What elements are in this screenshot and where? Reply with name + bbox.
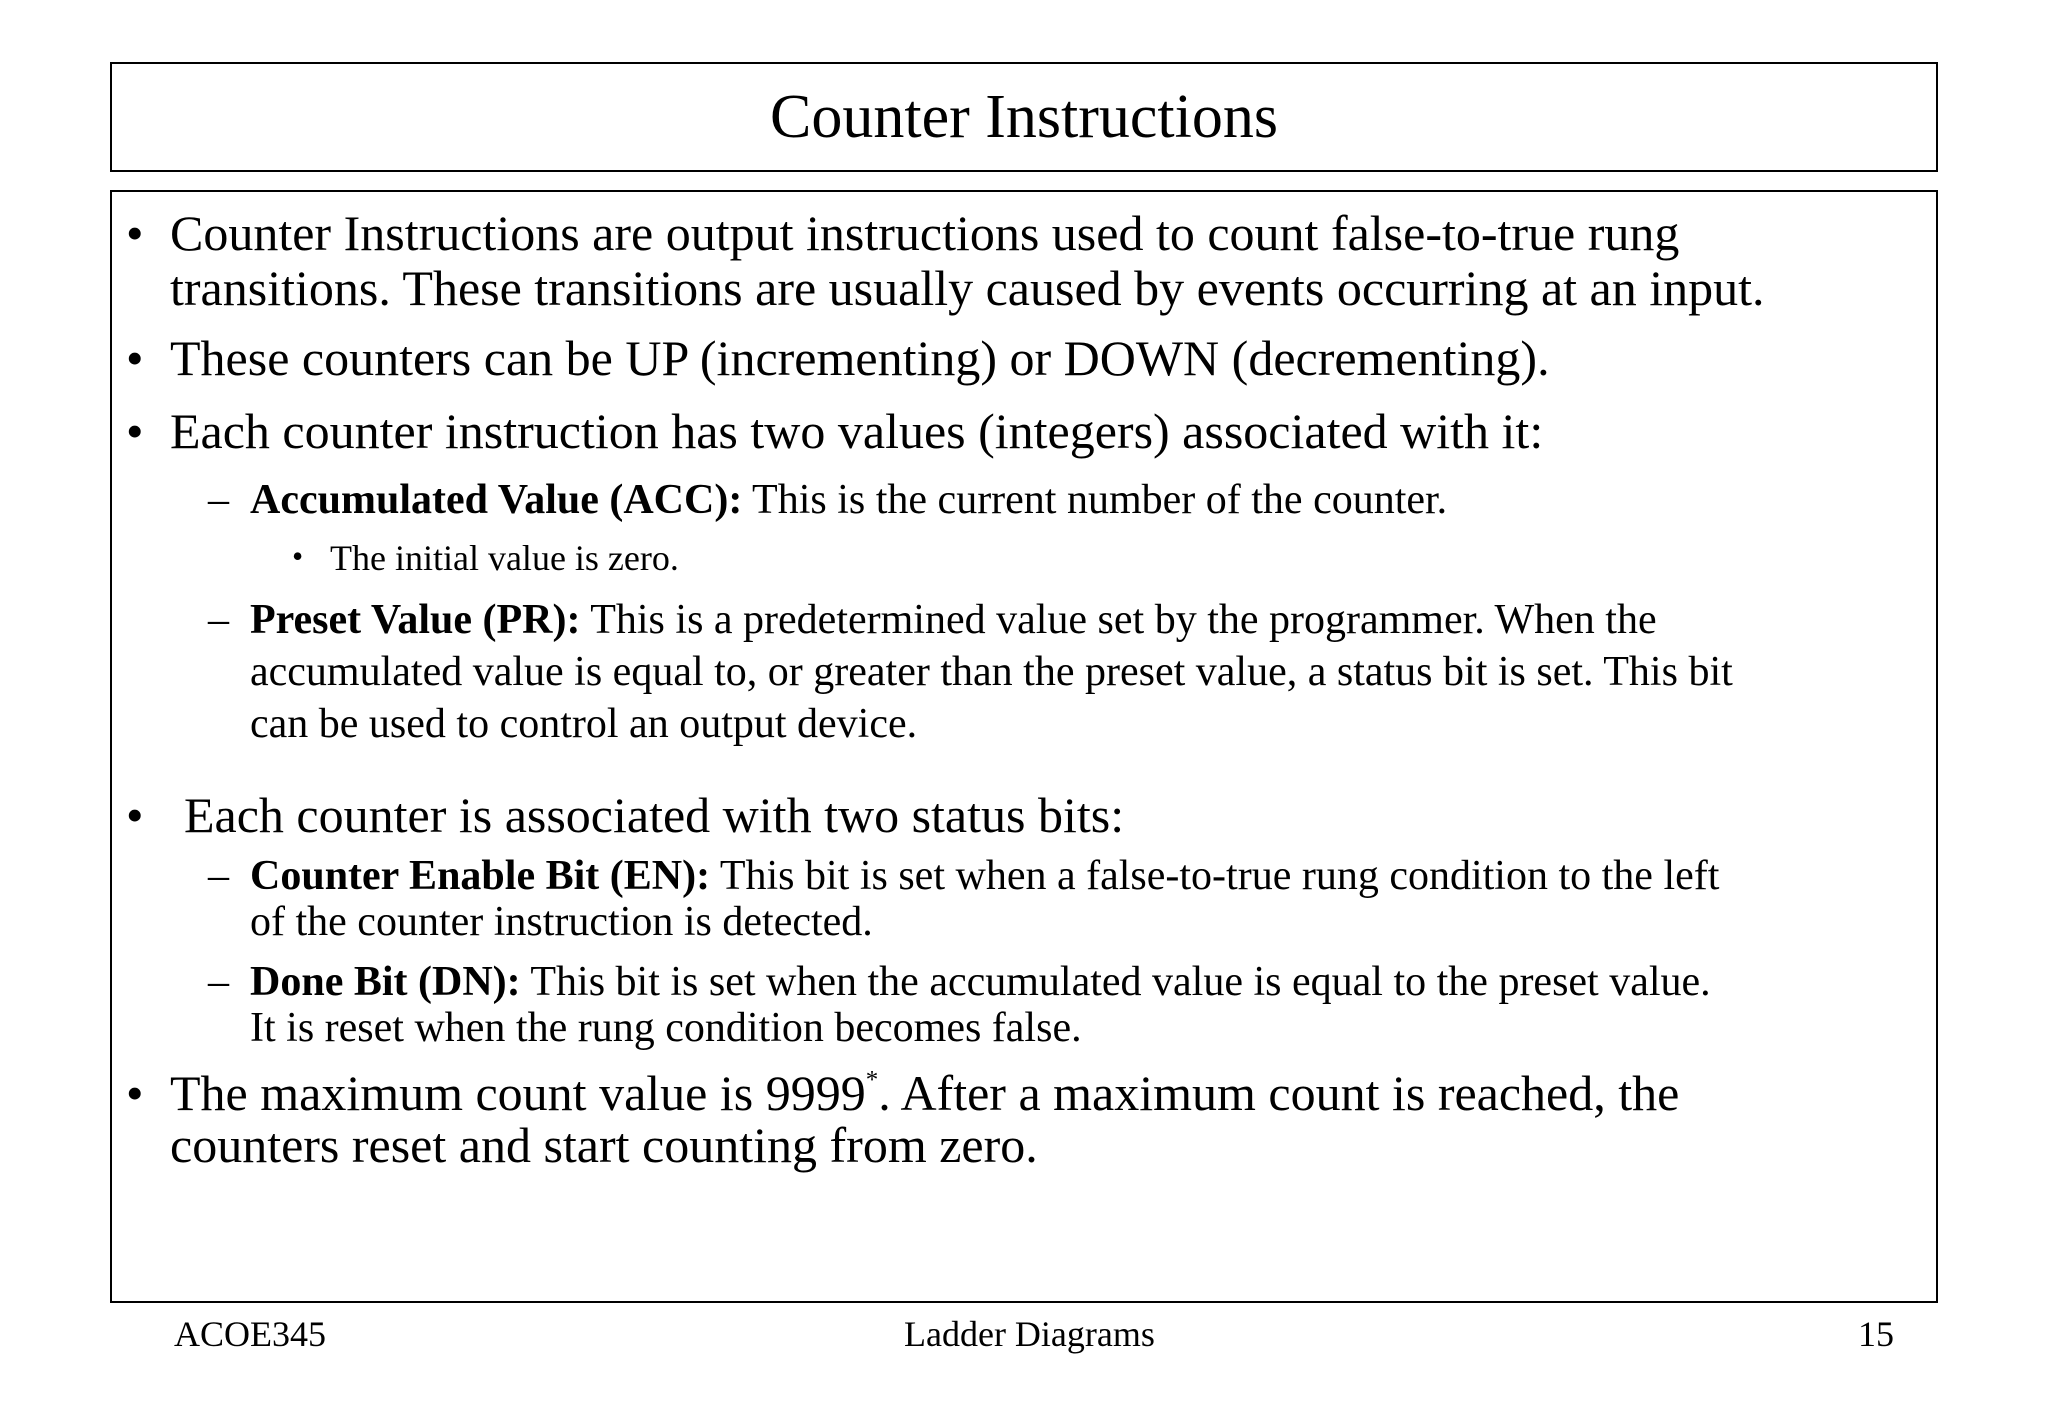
bullet-marker: • <box>126 330 144 386</box>
title-box <box>110 62 1938 172</box>
acc-item <box>250 476 1447 524</box>
footer-page-number: 15 <box>1858 1314 1894 1354</box>
bullet-1-line-1: Counter Instructions are output instructions used to count false-to-true rung <box>170 205 1680 261</box>
dash-marker: – <box>208 477 229 523</box>
bullet-4-line-1: Each counter is associated with two status bits: <box>184 787 1125 843</box>
en-text: This bit is set when a false-to-true rung condition to the left <box>710 853 1720 899</box>
acc-sub-item: The initial value is zero. <box>330 538 679 578</box>
en-item <box>250 852 1719 900</box>
max-count-text-b: . After a maximum count is reached, the <box>878 1065 1680 1121</box>
pr-line-3: can be used to control an output device. <box>250 701 918 747</box>
bullet-marker: • <box>126 787 144 843</box>
dash-marker: – <box>208 853 229 899</box>
max-count-text-a: The maximum count value is 9999 <box>170 1065 866 1121</box>
bullet-2-line-1: These counters can be UP (incrementing) or DOWN (decrementing). <box>170 330 1550 386</box>
pr-item <box>250 596 1657 644</box>
en-label: Counter Enable Bit (EN): <box>250 853 711 899</box>
acc-text: This is the current number of the counter. <box>742 477 1448 523</box>
bullet-1-line-2: transitions. These transitions are usually caused by events occurring at an input. <box>170 260 1765 316</box>
pr-text: This is a predetermined value set by the programmer. When the <box>580 597 1657 643</box>
dash-marker: – <box>208 597 229 643</box>
acc-label: Accumulated Value (ACC): <box>250 477 743 523</box>
dn-line-2: It is reset when the rung condition becomes false. <box>250 1005 1082 1051</box>
bullet-5-line-1 <box>170 1064 1679 1122</box>
en-line-2: of the counter instruction is detected. <box>250 899 873 945</box>
footnote-asterisk: * <box>865 1066 879 1094</box>
bullet-marker-small: • <box>292 538 304 574</box>
footer-course-code: ACOE345 <box>174 1314 326 1354</box>
bullet-5-line-2: counters reset and start counting from zero. <box>170 1117 1038 1173</box>
dn-label: Done Bit (DN): <box>250 959 521 1005</box>
footer-section-title: Ladder Diagrams <box>904 1314 1155 1354</box>
content-box <box>110 190 1938 1303</box>
bullet-marker: • <box>126 205 144 261</box>
dn-item <box>250 958 1711 1006</box>
dash-marker: – <box>208 959 229 1005</box>
dn-text: This bit is set when the accumulated value is equal to the preset value. <box>520 959 1711 1005</box>
slide-title: Counter Instructions <box>770 83 1278 151</box>
bullet-marker: • <box>126 403 144 459</box>
bullet-3-line-1: Each counter instruction has two values (integers) associated with it: <box>170 403 1544 459</box>
pr-label: Preset Value (PR): <box>250 597 581 643</box>
pr-line-2: accumulated value is equal to, or greater than the preset value, a status bit is set. This bit <box>250 649 1733 695</box>
bullet-marker: • <box>126 1065 144 1121</box>
